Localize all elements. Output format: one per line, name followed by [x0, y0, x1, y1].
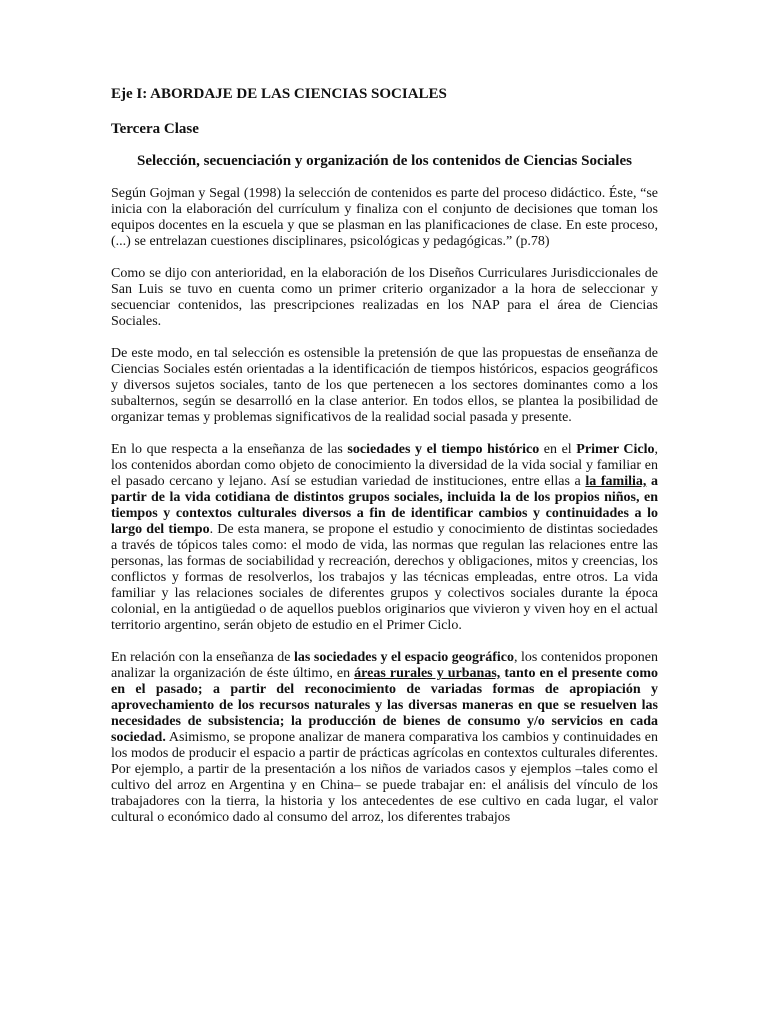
paragraph-1: Según Gojman y Segal (1998) la selección de contenidos es parte del proceso didáctico. Éste, “se inicia con la elaboración del currículum y finaliza con el conjunto de decisiones que toman los equipos docentes en la escuela y que se plasman en las planificaciones de clase. En este proceso, (...) se entrelazan cuestiones disciplinares, psicológicas y pedagógicas.” (p.78): [111, 186, 658, 249]
paragraph-4-bold-text: a partir de la vida cotidiana de distintos grupos sociales, incluida la de los propios niños, en tiempos y contextos culturales diversos a fin de identificar cambios y continuidades a lo largo del tiempo: [111, 474, 658, 537]
section-title: Selección, secuenciación y organización de los contenidos de Ciencias Sociales: [137, 153, 632, 169]
paragraph-4-text: , los contenidos abordan como objeto de conocimiento la diversidad de la vida social y familiar en el pasado cercano y lejano. Así se estudian variedad de instituciones, entre ellas a: [111, 442, 658, 489]
paragraph-4-text: en el: [539, 442, 577, 457]
paragraph-5: [111, 650, 658, 826]
document-page: [111, 84, 658, 826]
class-heading: Tercera Clase: [111, 121, 199, 137]
paragraph-3: De este modo, en tal selección es ostensible la pretensión de que las propuestas de enseñanza de Ciencias Sociales estén orientadas a la identificación de tiempos históricos, espacios geográficos y diversos sujetos sociales, tanto de los que pertenecen a los sectores dominantes como a los subalternos, según se desarrolló en la clase anterior. En todos ellos, se plantea la posibilidad de organizar temas y problemas significativos de la realidad social pasada y presente.: [111, 346, 658, 425]
paragraph-5-bold-text: las sociedades y el espacio geográfico: [294, 650, 514, 665]
paragraph-5-text: En relación con la enseñanza de: [111, 650, 295, 665]
paragraph-4-text: En lo que respecta a la enseñanza de las: [111, 442, 348, 457]
paragraph-4-text: . De esta manera, se propone el estudio y conocimiento de distintas sociedades a través de tópicos tales como: el modo de vida, las normas que regulan las relaciones entre las personas, las formas de sociabilidad y recreación, derechos y obligaciones, mitos y creencias, los conflictos y formas de resolverlos, los trabajos y las técnicas empleadas, entre otros. La vida familiar y las relaciones sociales de diferentes grupos y colectivos sociales durante la época colonial, en la antigüedad o de aquellos pueblos originarios que vivieron y viven hoy en el actual territorio argentino, serán objeto de estudio en el Primer Ciclo.: [111, 522, 658, 633]
paragraph-5-bold-text: tanto en el presente como en el pasado; a partir del reconocimiento de variadas formas de apropiación y aprovechamiento de los recursos naturales y las diversas maneras en que se resuelven las necesidades de subsistencia; la producción de bienes de consumo y/o servicios en cada sociedad.: [111, 666, 658, 745]
paragraph-5-text: Asimismo, se propone analizar de manera comparativa los cambios y continuidades en los modos de producir el espacio a partir de prácticas agrícolas en contextos culturales diferentes. Por ejemplo, a partir de la presentación a los niños de variados casos y ejemplos –tales como el cultivo del arroz en Argentina y en China– se puede trabajar en: el análisis del vínculo de los trabajadores con la tierra, la historia y los antecedentes de ese cultivo en cada lugar, el valor cultural o económico dado al consumo del arroz, los diferentes trabajos: [111, 730, 658, 825]
paragraph-2: Como se dijo con anterioridad, en la elaboración de los Diseños Curriculares Jurisdiccionales de San Luis se tuvo en cuenta como un primer criterio organizador a la hora de seleccionar y secuenciar contenidos, las prescripciones realizadas en los NAP para el área de Ciencias Sociales.: [111, 266, 658, 329]
paragraph-5-underlined-text: áreas rurales y urbanas,: [354, 666, 501, 681]
axis-heading: Eje I: ABORDAJE DE LAS CIENCIAS SOCIALES: [111, 86, 447, 102]
paragraph-4-underlined-text: la familia,: [585, 474, 647, 489]
paragraph-4: [111, 442, 658, 634]
paragraph-4-bold-text: Primer Ciclo: [576, 442, 655, 457]
paragraph-4-bold-text: sociedades y el tiempo histórico: [347, 442, 540, 457]
paragraph-5-text: , los contenidos proponen analizar la organización de éste último, en: [111, 650, 659, 681]
